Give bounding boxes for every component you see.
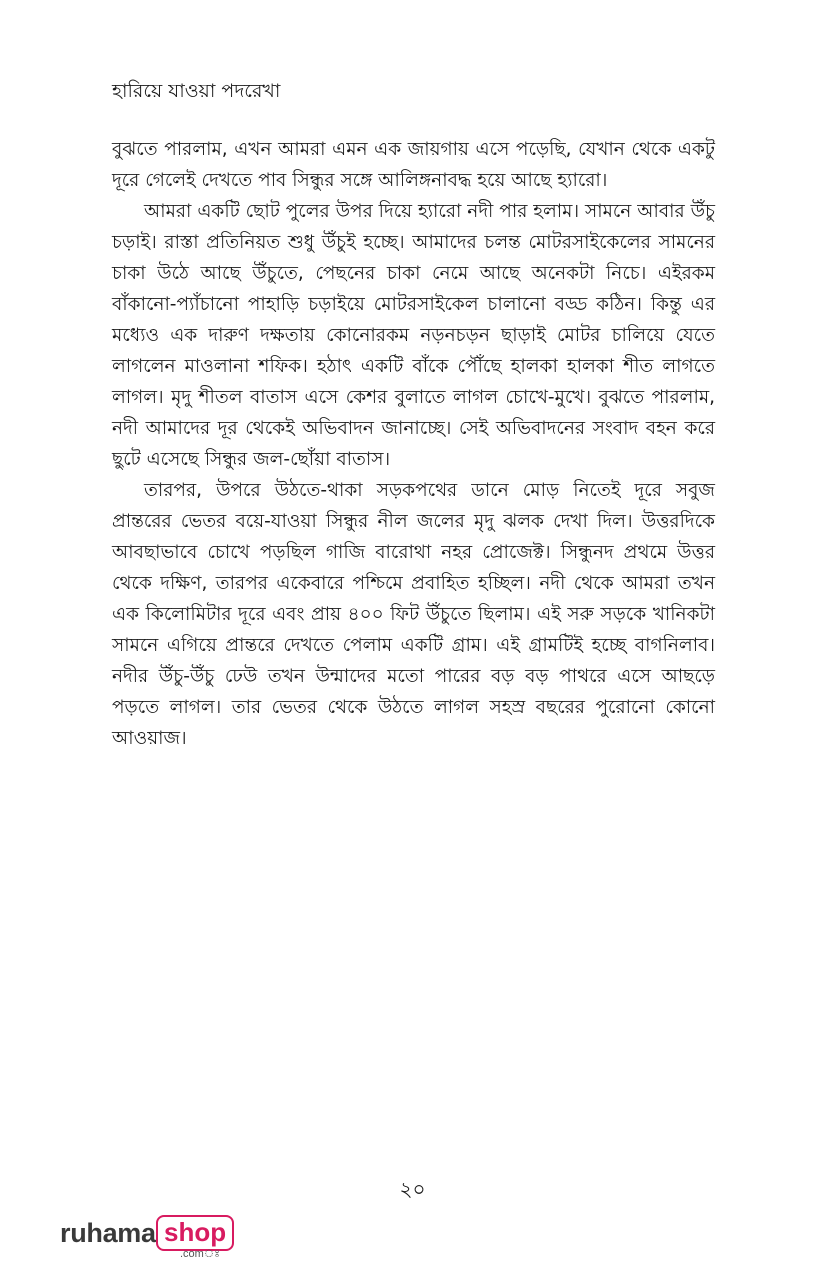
paragraph-1: বুঝতে পারলাম, এখন আমরা এমন এক জায়গায় এসে পড়েছি, যেখান থেকে একটু দূরে গেলেই দেখতে পাব সিন্ধুর সঙ্গে আলিঙ্গনাবদ্ধ হয়ে আছে হ্যারো।: [112, 139, 715, 191]
watermark-domain: .comঃ: [180, 1248, 221, 1260]
watermark-brand-ruhama: ruhama: [60, 1218, 156, 1248]
body-text: [112, 134, 715, 754]
paragraph-2: আমরা একটি ছোট পুলের উপর দিয়ে হ্যারো নদী পার হলাম। সামনে আবার উঁচু চড়াই। রাস্তা প্রতিনিয়ত শুধু উঁচুই হচ্ছে। আমাদের চলন্ত মোটরসাইকেলের সামনের চাকা উঠে আছে উঁচুতে, পেছনের চাকা নেমে আছে অনেকটা নিচে। এইরকম বাঁকানো-প্যাঁচানো পাহাড়ি চড়াইয়ে মোটরসাইকেল চালানো বড্ড কঠিন। কিন্তু এর মধ্যেও এক দারুণ দক্ষতায় কোনোরকম নড়নচড়ন ছাড়াই মোটর চালিয়ে যেতে লাগলেন মাওলানা শফিক। হঠাৎ একটি বাঁকে পৌঁছে হালকা হালকা শীত লাগতে লাগল। মৃদু শীতল বাতাস এসে কেশর বুলাতে লাগল চোখে-মুখে। বুঝতে পারলাম, নদী আমাদের দূর থেকেই অভিবাদন জানাচ্ছে। সেই অভিবাদনের সংবাদ বহন করে ছুটে এসেছে সিন্ধুর জল-ছোঁয়া বাতাস।: [112, 201, 715, 470]
running-head: হারিয়ে যাওয়া পদরেখা: [112, 80, 281, 102]
watermark-logo: [60, 1212, 260, 1262]
page-number: ২০: [399, 1177, 426, 1201]
watermark-brand-shop: shop: [164, 1217, 227, 1247]
paragraph-3: তারপর, উপরে উঠতে-থাকা সড়কপথের ডানে মোড় নিতেই দূরে সবুজ প্রান্তরের ভেতর বয়ে-যাওয়া সিন্ধুর নীল জলের মৃদু ঝলক দেখা দিল। উত্তরদিকে আবছাভাবে চোখে পড়ছিল গাজি বারোথা নহর প্রোজেক্ট। সিন্ধুনদ প্রথমে উত্তর থেকে দক্ষিণ, তারপর একেবারে পশ্চিমে প্রবাহিত হচ্ছিল। নদী থেকে আমরা তখন এক কিলোমিটার দূরে এবং প্রায় ৪০০ ফিট উঁচুতে ছিলাম। এই সরু সড়কে খানিকটা সামনে এগিয়ে প্রান্তরে দেখতে পেলাম একটি গ্রাম। এই গ্রামটিই হচ্ছে বাগনিলাব। নদীর উঁচু-উঁচু ঢেউ তখন উন্মাদের মতো পারের বড় বড় পাথরে এসে আছড়ে পড়তে লাগল। তার ভেতর থেকে উঠতে লাগল সহস্র বছরের পুরোনো কোনো আওয়াজ।: [112, 480, 715, 749]
watermark-shop-box: [156, 1215, 234, 1251]
